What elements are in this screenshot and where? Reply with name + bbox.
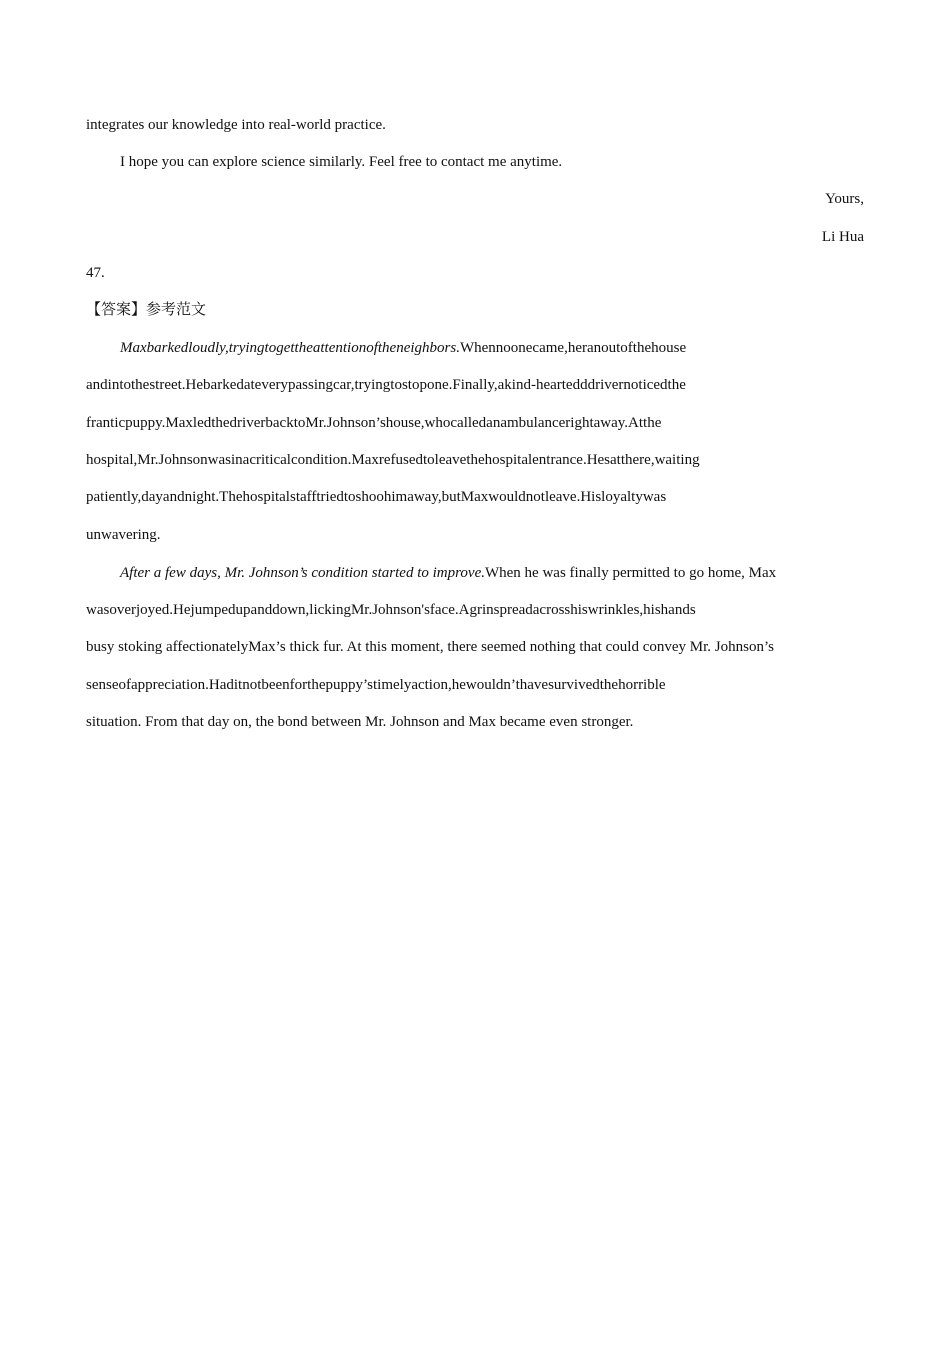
question-number: 47. <box>86 265 105 281</box>
letter-signature: Li Hua <box>821 229 864 245</box>
essay-p1-line-1 <box>120 339 686 357</box>
essay-p2-line-4: senseofappreciation.Haditnotbeenforthepuppy’stimelyaction,hewouldn’thavesurvivedthehorrible <box>86 677 666 693</box>
essay-p1-line-6: unwavering. <box>86 527 161 543</box>
essay-p1-line-5: patiently,dayandnight.Thehospitalstafftriedtoshoohimaway,butMaxwouldnotleave.Hisloyaltywas <box>86 489 667 505</box>
answer-label: 参考范文 <box>146 300 207 318</box>
essay-p2-line-2: wasoverjoyed.Hejumpedupanddown,lickingMr.Johnson'sface.Agrinspreadacrosshiswrinkles,hishands <box>86 602 696 618</box>
essay-p1-lead-sentence: Maxbarkedloudly,tryingtogettheattentionoftheneighbors. <box>120 340 460 356</box>
letter-line-2: I hope you can explore science similarly. Feel free to contact me anytime. <box>120 154 563 170</box>
essay-p1-line-1-rest: Whennoonecame,heranoutofthehouse <box>459 340 687 356</box>
essay-p2-lead-sentence: After a few days, Mr. Johnson’s condition started to improve. <box>120 565 485 581</box>
answer-bracket-label: 【答案】 <box>86 300 147 318</box>
answer-heading <box>86 300 206 319</box>
essay-p2-line-1-rest: When he was finally permitted to go home, Max <box>484 565 777 581</box>
letter-line-1: integrates our knowledge into real-world practice. <box>86 117 386 133</box>
essay-p1-line-4: hospital,Mr.Johnsonwasinacriticalcondition.Maxrefusedtoleavethehospitalentrance.Hesatthere,waiting <box>86 452 700 468</box>
letter-closing: Yours, <box>825 191 864 207</box>
essay-p2-line-5: situation. From that day on, the bond between Mr. Johnson and Max became even stronger. <box>86 714 634 730</box>
essay-p2-line-3: busy stoking affectionatelyMax’s thick fur. At this moment, there seemed nothing that could convey Mr. Johnson’s <box>86 639 774 655</box>
essay-p1-line-3: franticpuppy.MaxledthedriverbacktoMr.Johnson’shouse,whocalledanambulancerightaway.Atthe <box>86 415 662 431</box>
essay-p2-line-1 <box>120 564 776 582</box>
essay-p1-line-2: andintothestreet.Hebarkedateverypassingcar,tryingtostopone.Finally,akind-heartedddrivernoticedthe <box>86 377 686 393</box>
